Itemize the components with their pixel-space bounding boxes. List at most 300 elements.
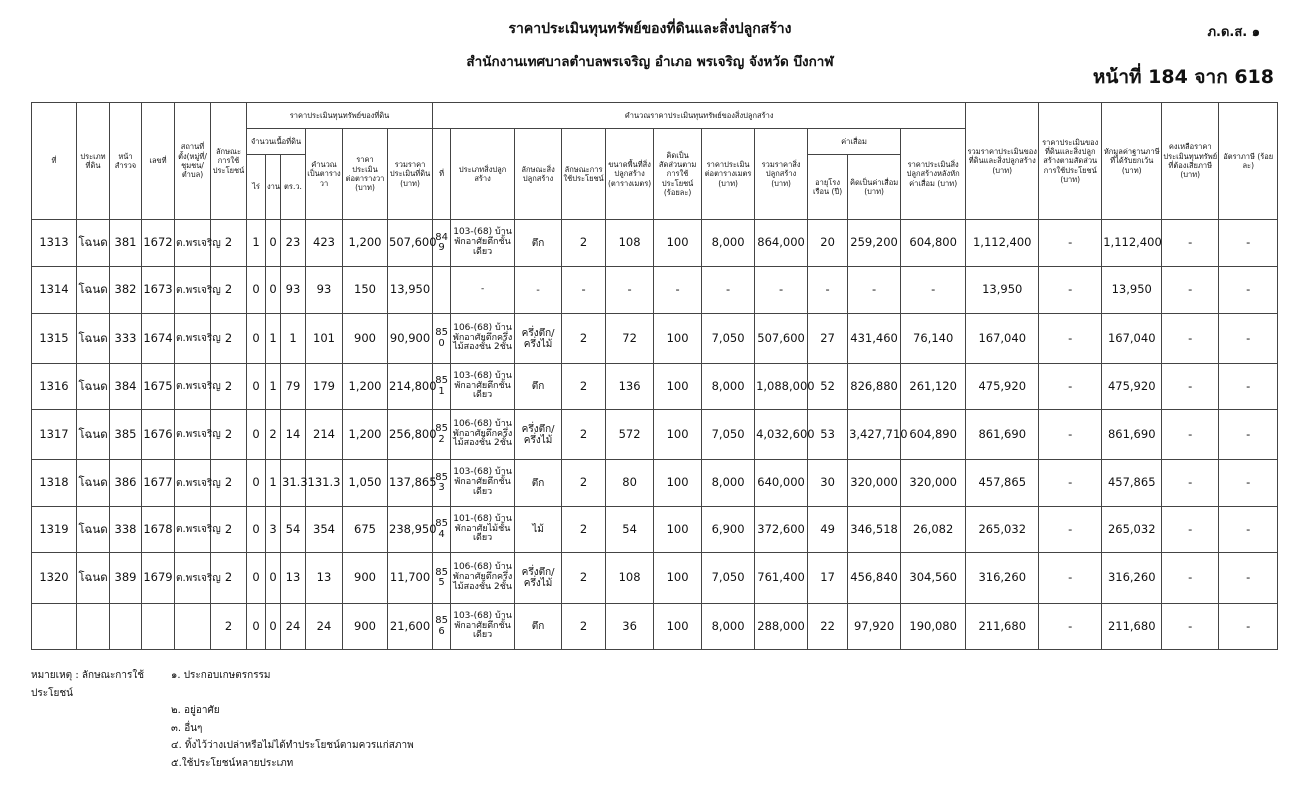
table-body [32, 220, 1278, 650]
cell-b-no: 854 [433, 507, 451, 553]
cell-number: 1679 [142, 553, 175, 604]
cell-condo: - [1039, 410, 1102, 460]
cell-b-usage: - [562, 267, 606, 314]
cell-land-type [77, 604, 110, 650]
cell-rai: 0 [247, 314, 266, 364]
cell-b-type: - [451, 267, 515, 314]
cell-b-usage: 2 [562, 314, 606, 364]
cell-rate: - [1219, 553, 1278, 604]
cell-remain: - [1162, 364, 1219, 410]
cell-rai: 0 [247, 604, 266, 650]
cell-location: ต.พรเจริญ [175, 410, 211, 460]
cell-number: 1674 [142, 314, 175, 364]
cell-b-size: 54 [606, 507, 654, 553]
cell-land-total: 256,800 [388, 410, 433, 460]
cell-calc: 101 [306, 314, 343, 364]
cell-usage: 2 [211, 507, 247, 553]
cell-b-total: 640,000 [755, 460, 808, 507]
cell-condo: - [1039, 364, 1102, 410]
cell-after-dep: 304,560 [901, 553, 966, 604]
note-item: ๑. ประกอบเกษตรกรรม [171, 670, 271, 681]
cell-deduct: 475,920 [1102, 364, 1162, 410]
cell-remain: - [1162, 604, 1219, 650]
cell-dep-age: 30 [808, 460, 848, 507]
cell-b-percent: 100 [654, 410, 702, 460]
cell-ngan: 0 [266, 220, 281, 267]
cell-grand-total: 316,260 [966, 553, 1039, 604]
cell-land-type: โฉนด [77, 507, 110, 553]
cell-price-wa: 1,200 [343, 220, 388, 267]
page-indicator: หน้าที่ 184 จาก 618 [1092, 66, 1274, 88]
cell-usage: 2 [211, 553, 247, 604]
cell-b-price: 6,900 [702, 507, 755, 553]
cell-number [142, 604, 175, 650]
cell-rate: - [1219, 220, 1278, 267]
cell-condo: - [1039, 553, 1102, 604]
table-row [32, 267, 1278, 314]
group-building: คำนวณราคาประเมินทุนทรัพย์ของสิ่งปลูกสร้าง [433, 103, 966, 129]
cell-location: ต.พรเจริญ [175, 267, 211, 314]
cell-price-wa: 1,200 [343, 364, 388, 410]
cell-price-wa: 150 [343, 267, 388, 314]
cell-deduct: 211,680 [1102, 604, 1162, 650]
cell-b-kind: ตึก [515, 220, 562, 267]
cell-no: 1313 [32, 220, 77, 267]
cell-b-price: - [702, 267, 755, 314]
cell-calc: 423 [306, 220, 343, 267]
cell-rai: 0 [247, 364, 266, 410]
cell-b-no [433, 267, 451, 314]
cell-calc: 179 [306, 364, 343, 410]
cell-number: 1673 [142, 267, 175, 314]
cell-dep-age: 27 [808, 314, 848, 364]
note-item: ๕.ใช้ประโยชน์หลายประเภท [171, 757, 294, 769]
cell-deduct: 167,040 [1102, 314, 1162, 364]
cell-b-kind: ตึก [515, 364, 562, 410]
cell-usage: 2 [211, 604, 247, 650]
cell-dep-age: - [808, 267, 848, 314]
cell-grand-total: 457,865 [966, 460, 1039, 507]
table-row [32, 460, 1278, 507]
cell-b-percent: - [654, 267, 702, 314]
cell-rate: - [1219, 267, 1278, 314]
cell-b-size: 36 [606, 604, 654, 650]
cell-b-kind: ไม้ [515, 507, 562, 553]
cell-rate: - [1219, 410, 1278, 460]
cell-b-usage: 2 [562, 507, 606, 553]
cell-b-type: 103-(68) บ้านพักอาศัยตึกชั้นเดียว [451, 364, 515, 410]
cell-dep-value: 431,460 [848, 314, 901, 364]
cell-ngan: 0 [266, 604, 281, 650]
cell-b-price: 8,000 [702, 460, 755, 507]
cell-b-no: 856 [433, 604, 451, 650]
col-land-type: ประเภทที่ดิน [77, 103, 110, 220]
cell-dep-age: 52 [808, 364, 848, 410]
cell-b-percent: 100 [654, 220, 702, 267]
cell-grand-total: 13,950 [966, 267, 1039, 314]
cell-wa: 13 [281, 553, 306, 604]
col-b-percent: คิดเป็นสัดส่วนตามการใช้ประโยชน์ (ร้อยละ) [654, 129, 702, 220]
cell-wa: 93 [281, 267, 306, 314]
cell-b-total: 288,000 [755, 604, 808, 650]
col-no: ที่ [32, 103, 77, 220]
cell-dep-age: 53 [808, 410, 848, 460]
cell-rai: 0 [247, 460, 266, 507]
cell-grand-total: 475,920 [966, 364, 1039, 410]
note-item: ๔. ทิ้งไว้ว่างเปล่าหรือไม่ได้ทำประโยชน์ตามควรแก่สภาพ [171, 740, 414, 752]
cell-b-kind: ครึ่งตึก/ครึ่งไม้ [515, 410, 562, 460]
report-title: ราคาประเมินทุนทรัพย์ของที่ดินและสิ่งปลูกสร้าง [508, 21, 792, 37]
cell-b-usage: 2 [562, 220, 606, 267]
cell-calc: 214 [306, 410, 343, 460]
cell-location: ต.พรเจริญ [175, 507, 211, 553]
cell-b-size: - [606, 267, 654, 314]
cell-b-price: 7,050 [702, 410, 755, 460]
cell-b-total: 372,600 [755, 507, 808, 553]
cell-usage: 2 [211, 220, 247, 267]
cell-land-type: โฉนด [77, 460, 110, 507]
col-rai: ไร่ [247, 155, 266, 220]
cell-page: 338 [110, 507, 142, 553]
cell-grand-total: 167,040 [966, 314, 1039, 364]
cell-no: 1315 [32, 314, 77, 364]
col-land-total: รวมราคาประเมินที่ดิน (บาท) [388, 129, 433, 220]
cell-wa: 31.3 [281, 460, 306, 507]
cell-b-price: 8,000 [702, 364, 755, 410]
assessment-table [31, 102, 1278, 650]
cell-after-dep: - [901, 267, 966, 314]
cell-no: 1320 [32, 553, 77, 604]
col-remaining: คงเหลือราคาประเมินทุนทรัพย์ที่ต้องเสียภาษี (บาท) [1162, 103, 1219, 220]
table-row [32, 410, 1278, 460]
col-number: เลขที่ [142, 103, 175, 220]
cell-grand-total: 211,680 [966, 604, 1039, 650]
cell-ngan: 1 [266, 364, 281, 410]
cell-b-type: 106-(68) บ้านพักอาศัยตึกครึ่งไม้สองชั้น 2ชั้น [451, 314, 515, 364]
cell-b-price: 7,050 [702, 553, 755, 604]
cell-ngan: 0 [266, 553, 281, 604]
cell-b-kind: ตึก [515, 460, 562, 507]
note-item: ๓. อื่นๆ [171, 722, 203, 734]
cell-b-usage: 2 [562, 364, 606, 410]
cell-location: ต.พรเจริญ [175, 364, 211, 410]
cell-location: ต.พรเจริญ [175, 553, 211, 604]
cell-ngan: 1 [266, 314, 281, 364]
table-row [32, 364, 1278, 410]
cell-wa: 54 [281, 507, 306, 553]
cell-usage: 2 [211, 410, 247, 460]
cell-grand-total: 861,690 [966, 410, 1039, 460]
cell-after-dep: 26,082 [901, 507, 966, 553]
cell-b-total: 507,600 [755, 314, 808, 364]
cell-condo: - [1039, 314, 1102, 364]
cell-location: ต.พรเจริญ [175, 314, 211, 364]
group-depreciation: ค่าเสื่อม [808, 129, 901, 155]
cell-b-kind: ครึ่งตึก/ครึ่งไม้ [515, 314, 562, 364]
cell-b-percent: 100 [654, 314, 702, 364]
cell-b-no: 850 [433, 314, 451, 364]
col-b-price-sqm: ราคาประเมินต่อตารางเมตร (บาท) [702, 129, 755, 220]
cell-no: 1316 [32, 364, 77, 410]
cell-page: 382 [110, 267, 142, 314]
cell-page: 389 [110, 553, 142, 604]
cell-price-wa: 900 [343, 604, 388, 650]
group-land: ราคาประเมินทุนทรัพย์ของที่ดิน [247, 103, 433, 129]
col-wa: ตร.ว. [281, 155, 306, 220]
cell-b-usage: 2 [562, 553, 606, 604]
cell-remain: - [1162, 314, 1219, 364]
cell-grand-total: 1,112,400 [966, 220, 1039, 267]
cell-page: 333 [110, 314, 142, 364]
cell-usage: 2 [211, 314, 247, 364]
cell-b-percent: 100 [654, 553, 702, 604]
cell-calc: 131.3 [306, 460, 343, 507]
cell-remain: - [1162, 267, 1219, 314]
notes-section [31, 667, 414, 773]
cell-wa: 24 [281, 604, 306, 650]
cell-remain: - [1162, 220, 1219, 267]
cell-location: ต.พรเจริญ [175, 220, 211, 267]
cell-b-percent: 100 [654, 364, 702, 410]
cell-after-dep: 604,800 [901, 220, 966, 267]
cell-deduct: 316,260 [1102, 553, 1162, 604]
cell-land-total: 21,600 [388, 604, 433, 650]
cell-dep-age: 22 [808, 604, 848, 650]
cell-land-total: 13,950 [388, 267, 433, 314]
cell-dep-value: 456,840 [848, 553, 901, 604]
cell-price-wa: 900 [343, 314, 388, 364]
cell-page [110, 604, 142, 650]
cell-price-wa: 900 [343, 553, 388, 604]
cell-deduct: 265,032 [1102, 507, 1162, 553]
cell-land-total: 214,800 [388, 364, 433, 410]
cell-b-type: 103-(68) บ้านพักอาศัยตึกชั้นเดียว [451, 220, 515, 267]
col-b-size: ขนาดพื้นที่สิ่งปลูกสร้าง (ตารางเมตร) [606, 129, 654, 220]
table-row [32, 553, 1278, 604]
cell-dep-age: 17 [808, 553, 848, 604]
cell-b-percent: 100 [654, 460, 702, 507]
cell-remain: - [1162, 410, 1219, 460]
cell-b-no: 851 [433, 364, 451, 410]
cell-land-type: โฉนด [77, 267, 110, 314]
cell-rate: - [1219, 507, 1278, 553]
col-b-kind: ลักษณะสิ่งปลูกสร้าง [515, 129, 562, 220]
cell-rate: - [1219, 314, 1278, 364]
cell-calc: 354 [306, 507, 343, 553]
col-condo-value: ราคาประเมินของที่ดินและสิ่งปลูกสร้างตามสัดส่วนการใช้ประโยชน์ (บาท) [1039, 103, 1102, 220]
cell-b-total: 864,000 [755, 220, 808, 267]
cell-location: ต.พรเจริญ [175, 460, 211, 507]
cell-b-percent: 100 [654, 507, 702, 553]
cell-b-kind: ครึ่งตึก/ครึ่งไม้ [515, 553, 562, 604]
cell-page: 381 [110, 220, 142, 267]
cell-after-dep: 76,140 [901, 314, 966, 364]
cell-rai: 1 [247, 220, 266, 267]
col-dep-age: อายุโรงเรือน (ปี) [808, 155, 848, 220]
cell-usage: 2 [211, 267, 247, 314]
col-b-type: ประเภทสิ่งปลูกสร้าง [451, 129, 515, 220]
cell-ngan: 3 [266, 507, 281, 553]
cell-dep-age: 20 [808, 220, 848, 267]
cell-rai: 0 [247, 267, 266, 314]
cell-rai: 0 [247, 410, 266, 460]
cell-land-total: 90,900 [388, 314, 433, 364]
cell-rate: - [1219, 460, 1278, 507]
cell-number: 1678 [142, 507, 175, 553]
cell-dep-value: 320,000 [848, 460, 901, 507]
cell-usage: 2 [211, 364, 247, 410]
cell-deduct: 1,112,400 [1102, 220, 1162, 267]
cell-b-kind: - [515, 267, 562, 314]
cell-page: 384 [110, 364, 142, 410]
cell-wa: 23 [281, 220, 306, 267]
col-usage: ลักษณะการใช้ประโยชน์ [211, 103, 247, 220]
note-item: ๒. อยู่อาศัย [171, 705, 220, 717]
cell-usage: 2 [211, 460, 247, 507]
cell-land-type: โฉนด [77, 364, 110, 410]
cell-deduct: 13,950 [1102, 267, 1162, 314]
cell-remain: - [1162, 553, 1219, 604]
col-b-after-dep: ราคาประเมินสิ่งปลูกสร้างหลังหักค่าเสื่อม (บาท) [901, 129, 966, 220]
cell-remain: - [1162, 507, 1219, 553]
cell-number: 1676 [142, 410, 175, 460]
cell-after-dep: 190,080 [901, 604, 966, 650]
cell-land-total: 507,600 [388, 220, 433, 267]
cell-page: 385 [110, 410, 142, 460]
cell-land-type: โฉนด [77, 314, 110, 364]
col-b-total: รวมราคาสิ่งปลูกสร้าง (บาท) [755, 129, 808, 220]
cell-after-dep: 604,890 [901, 410, 966, 460]
cell-rai: 0 [247, 507, 266, 553]
cell-ngan: 1 [266, 460, 281, 507]
cell-b-size: 108 [606, 220, 654, 267]
cell-after-dep: 261,120 [901, 364, 966, 410]
cell-no: 1317 [32, 410, 77, 460]
form-code: ภ.ด.ส. ๑ [1207, 25, 1260, 40]
cell-b-no: 853 [433, 460, 451, 507]
cell-deduct: 457,865 [1102, 460, 1162, 507]
col-price-per-wa: ราคาประเมินต่อตารางวา (บาท) [343, 129, 388, 220]
cell-calc: 13 [306, 553, 343, 604]
cell-rate: - [1219, 364, 1278, 410]
cell-land-type: โฉนด [77, 553, 110, 604]
cell-b-type: 106-(68) บ้านพักอาศัยตึกครึ่งไม้สองชั้น 2ชั้น [451, 553, 515, 604]
cell-condo: - [1039, 460, 1102, 507]
col-page-survey: หน้าสำรวจ [110, 103, 142, 220]
cell-condo: - [1039, 267, 1102, 314]
cell-calc: 93 [306, 267, 343, 314]
cell-b-price: 8,000 [702, 220, 755, 267]
cell-condo: - [1039, 604, 1102, 650]
cell-number: 1675 [142, 364, 175, 410]
cell-rai: 0 [247, 553, 266, 604]
cell-condo: - [1039, 507, 1102, 553]
cell-b-usage: 2 [562, 410, 606, 460]
cell-b-no: 855 [433, 553, 451, 604]
cell-number: 1672 [142, 220, 175, 267]
cell-b-size: 572 [606, 410, 654, 460]
cell-b-kind: ตึก [515, 604, 562, 650]
cell-land-type: โฉนด [77, 220, 110, 267]
cell-grand-total: 265,032 [966, 507, 1039, 553]
cell-dep-value: 3,427,710 [848, 410, 901, 460]
cell-dep-value: 826,880 [848, 364, 901, 410]
cell-b-usage: 2 [562, 460, 606, 507]
cell-price-wa: 1,200 [343, 410, 388, 460]
cell-rate: - [1219, 604, 1278, 650]
cell-no: 1318 [32, 460, 77, 507]
cell-remain: - [1162, 460, 1219, 507]
cell-no: 1314 [32, 267, 77, 314]
cell-b-size: 136 [606, 364, 654, 410]
table-row [32, 314, 1278, 364]
cell-b-total: 4,032,600 [755, 410, 808, 460]
cell-dep-value: 346,518 [848, 507, 901, 553]
notes-label: หมายเหตุ : ลักษณะการใช้ประโยชน์ [31, 670, 145, 699]
cell-no [32, 604, 77, 650]
cell-wa: 79 [281, 364, 306, 410]
col-tax-rate: อัตราภาษี (ร้อยละ) [1219, 103, 1278, 220]
table-row [32, 507, 1278, 553]
cell-dep-value: 97,920 [848, 604, 901, 650]
cell-b-size: 108 [606, 553, 654, 604]
cell-b-no: 852 [433, 410, 451, 460]
cell-dep-age: 49 [808, 507, 848, 553]
cell-page: 386 [110, 460, 142, 507]
cell-wa: 1 [281, 314, 306, 364]
cell-land-total: 11,700 [388, 553, 433, 604]
col-b-usage: ลักษณะการใช้ประโยชน์ [562, 129, 606, 220]
table-row [32, 604, 1278, 650]
cell-deduct: 861,690 [1102, 410, 1162, 460]
cell-b-no: 849 [433, 220, 451, 267]
cell-condo: - [1039, 220, 1102, 267]
table-row [32, 220, 1278, 267]
cell-wa: 14 [281, 410, 306, 460]
cell-b-type: 103-(68) บ้านพักอาศัยตึกชั้นเดียว [451, 604, 515, 650]
col-deduction: หักมูลค่าฐานภาษีที่ได้รับยกเว้น (บาท) [1102, 103, 1162, 220]
cell-land-total: 238,950 [388, 507, 433, 553]
cell-b-type: 106-(68) บ้านพักอาศัยตึกครึ่งไม้สองชั้น 2ชั้น [451, 410, 515, 460]
cell-b-price: 8,000 [702, 604, 755, 650]
cell-after-dep: 320,000 [901, 460, 966, 507]
cell-land-type: โฉนด [77, 410, 110, 460]
cell-location [175, 604, 211, 650]
col-calc-sqwa: คำนวณเป็นตารางวา [306, 129, 343, 220]
cell-b-type: 103-(68) บ้านพักอาศัยตึกชั้นเดียว [451, 460, 515, 507]
cell-b-usage: 2 [562, 604, 606, 650]
cell-b-type: 101-(68) บ้านพักอาศัยไม้ชั้นเดียว [451, 507, 515, 553]
col-b-no: ที่ [433, 129, 451, 220]
cell-calc: 24 [306, 604, 343, 650]
cell-b-size: 72 [606, 314, 654, 364]
report-subtitle: สำนักงานเทศบาลตำบลพรเจริญ อำเภอ พรเจริญ จังหวัด บึงกาฬ [466, 54, 834, 70]
col-grand-total: รวมราคาประเมินของที่ดินและสิ่งปลูกสร้าง (บาท) [966, 103, 1039, 220]
cell-no: 1319 [32, 507, 77, 553]
cell-b-size: 80 [606, 460, 654, 507]
cell-b-price: 7,050 [702, 314, 755, 364]
cell-ngan: 2 [266, 410, 281, 460]
cell-b-total: 1,088,000 [755, 364, 808, 410]
cell-dep-value: 259,200 [848, 220, 901, 267]
cell-b-total: 761,400 [755, 553, 808, 604]
cell-price-wa: 675 [343, 507, 388, 553]
cell-dep-value: - [848, 267, 901, 314]
cell-price-wa: 1,050 [343, 460, 388, 507]
cell-land-total: 137,865 [388, 460, 433, 507]
col-dep-value: คิดเป็นค่าเสื่อม (บาท) [848, 155, 901, 220]
group-area: จำนวนเนื้อที่ดิน [247, 129, 306, 155]
